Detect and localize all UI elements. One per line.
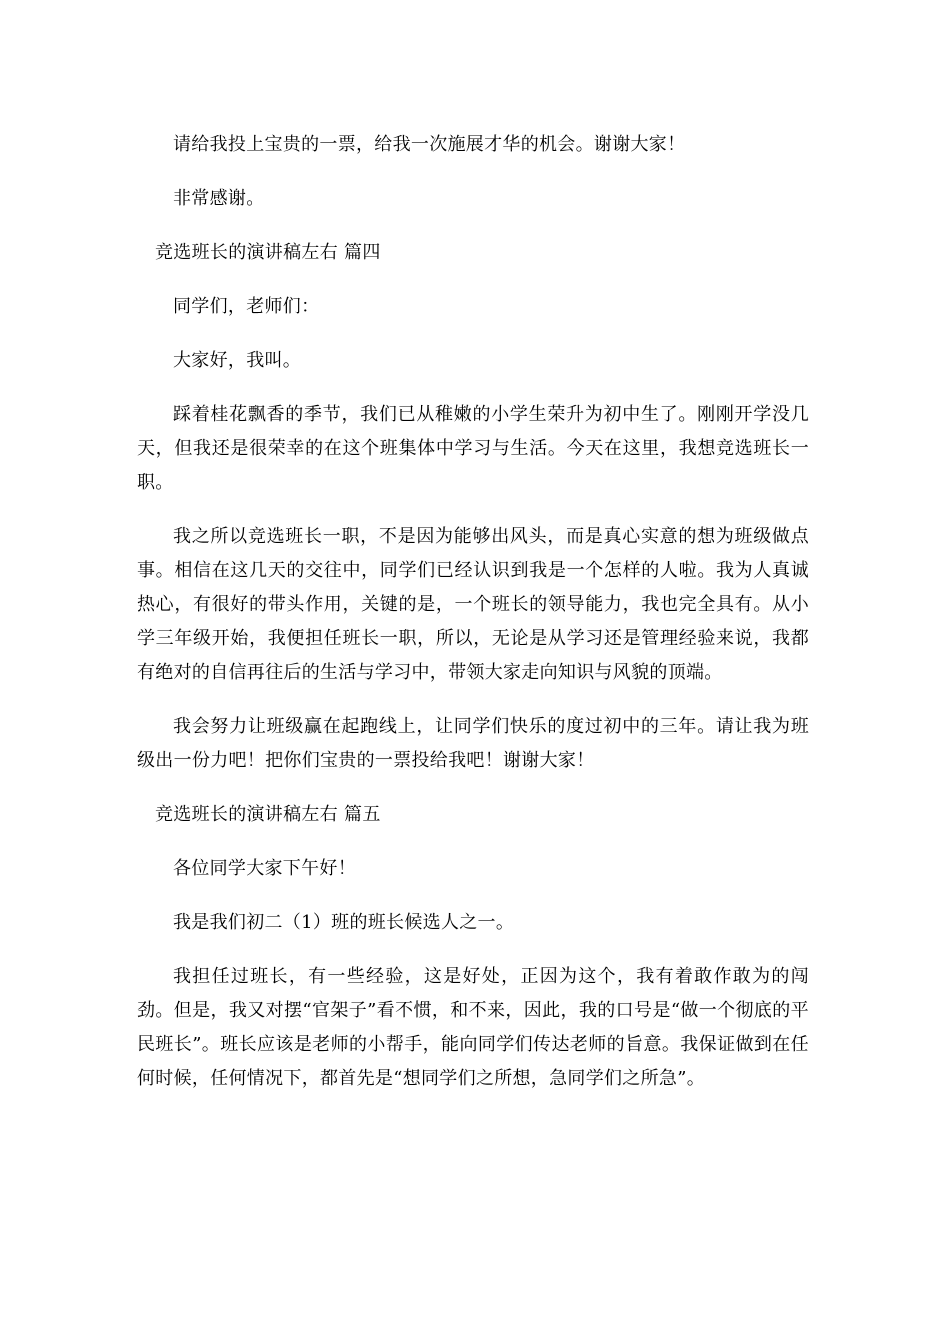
paragraph-body-4b: 我之所以竞选班长一职，不是因为能够出风头，而是真心实意的想为班级做点事。相信在这几天的交往中，同学们已经认识到我是一个怎样的人啦。我为人真诚热心，有很好的带头作用，关键的是，一个班长的领导能力，我也完全具有。从小学三年级开始，我便担任班长一职，所以，无论是从学习还是管理经验来说，我都有绝对的自信再往后的生活与学习中，带领大家走向知识与风貌的顶端。 (137, 526, 809, 683)
paragraph-intro-5: 我是我们初二（1）班的班长候选人之一。 (173, 912, 515, 933)
paragraph-body-4a: 踩着桂花飘香的季节，我们已从稚嫩的小学生荣升为初中生了。刚刚开学没几天，但我还是很荣幸的在这个班集体中学习与生活。今天在这里，我想竞选班长一职。 (137, 404, 809, 493)
paragraph-greeting-5: 各位同学大家下午好！ (173, 858, 356, 879)
paragraph-closing-vote: 请给我投上宝贵的一票，给我一次施展才华的机会。谢谢大家！ (173, 134, 686, 155)
section-heading-4: 竞选班长的演讲稿左右 篇四 (155, 242, 381, 263)
paragraph-intro-4: 大家好，我叫。 (173, 350, 302, 371)
paragraph-body-4c: 我会努力让班级赢在起跑线上，让同学们快乐的度过初中的三年。请让我为班级出一份力吧！把你们宝贵的一票投给我吧！谢谢大家！ (137, 716, 809, 771)
paragraph-greeting-4: 同学们，老师们： (173, 296, 320, 317)
document-body (137, 128, 809, 1116)
paragraph-body-5a: 我担任过班长，有一些经验，这是好处，正因为这个，我有着敢作敢为的闯劲。但是，我又对摆“官架子”看不惯，和不来，因此，我的口号是“做一个彻底的平民班长”。班长应该是老师的小帮手，能向同学们传达老师的旨意。我保证做到在任何时候，任何情况下，都首先是“想同学们之所想，急同学们之所急”。 (137, 966, 809, 1089)
paragraph-thanks: 非常感谢。 (173, 188, 265, 209)
section-heading-5: 竞选班长的演讲稿左右 篇五 (155, 804, 381, 825)
